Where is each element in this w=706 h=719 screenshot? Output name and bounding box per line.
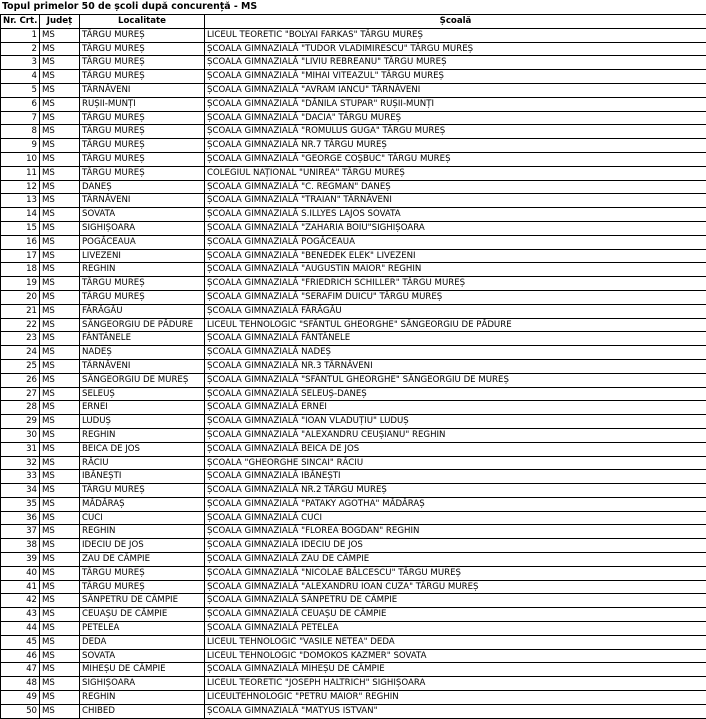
cell-scoala: ȘCOALA GIMNAZIALĂ "AUGUSTIN MAIOR" REGHIN	[205, 263, 706, 277]
cell-nr-crt: 38	[1, 539, 40, 553]
table-body	[1, 28, 706, 718]
cell-localitate: TÂRGU MUREȘ	[80, 28, 205, 42]
cell-localitate: IBĂNEȘTI	[80, 470, 205, 484]
cell-scoala: ȘCOALA GIMNAZIALĂ NADEȘ	[205, 346, 706, 360]
cell-localitate: TÂRGU MUREȘ	[80, 152, 205, 166]
cell-judet: MS	[40, 442, 80, 456]
cell-localitate: SOVATA	[80, 208, 205, 222]
table-row	[1, 635, 706, 649]
cell-judet: MS	[40, 290, 80, 304]
cell-judet: MS	[40, 539, 80, 553]
cell-judet: MS	[40, 180, 80, 194]
cell-nr-crt: 13	[1, 194, 40, 208]
cell-localitate: SÂNGEORGIU DE MUREȘ	[80, 373, 205, 387]
cell-nr-crt: 35	[1, 497, 40, 511]
cell-judet: MS	[40, 111, 80, 125]
table-row	[1, 553, 706, 567]
cell-scoala: ȘCOALA GIMNAZIALĂ "ZAHARIA BOIU"SIGHIȘOARA	[205, 221, 706, 235]
table-row	[1, 249, 706, 263]
cell-judet: MS	[40, 428, 80, 442]
cell-scoala: ȘCOALA GIMNAZIALĂ "ALEXANDRU CEUȘIANU" REGHIN	[205, 428, 706, 442]
table-row	[1, 649, 706, 663]
table-row	[1, 442, 706, 456]
cell-judet: MS	[40, 318, 80, 332]
table-row	[1, 28, 706, 42]
cell-nr-crt: 20	[1, 290, 40, 304]
cell-nr-crt: 45	[1, 635, 40, 649]
cell-judet: MS	[40, 635, 80, 649]
header-localitate: Localitate	[80, 15, 205, 29]
cell-scoala: LICEUL TEHNOLOGIC "SFÂNTUL GHEORGHE" SÂNGEORGIU DE PĂDURE	[205, 318, 706, 332]
table-row	[1, 125, 706, 139]
cell-scoala: LICEUL TEORETIC "BOLYAI FARKAS" TÂRGU MUREȘ	[205, 28, 706, 42]
cell-scoala: ȘCOALA GIMNAZIALĂ "GEORGE COȘBUC" TÂRGU MUREȘ	[205, 152, 706, 166]
cell-judet: MS	[40, 525, 80, 539]
cell-judet: MS	[40, 594, 80, 608]
cell-scoala: ȘCOALA GIMNAZIALĂ IDECIU DE JOS	[205, 539, 706, 553]
cell-scoala: ȘCOALA GIMNAZIALĂ FĂRĂGĂU	[205, 304, 706, 318]
cell-scoala: ȘCOALA GIMNAZIALĂ "PATAKY AGOTHA" MĂDĂRAȘ	[205, 497, 706, 511]
cell-scoala: LICEUL TEORETIC "JOSEPH HALTRICH" SIGHIȘOARA	[205, 677, 706, 691]
table-row	[1, 470, 706, 484]
cell-nr-crt: 47	[1, 663, 40, 677]
cell-localitate: TÂRNĂVENI	[80, 359, 205, 373]
cell-nr-crt: 25	[1, 359, 40, 373]
cell-localitate: LIVEZENI	[80, 249, 205, 263]
cell-localitate: TÂRGU MUREȘ	[80, 277, 205, 291]
cell-scoala: ȘCOALA GIMNAZIALĂ "C. REGMAN" DANEȘ	[205, 180, 706, 194]
cell-scoala: COLEGIUL NAȚIONAL "UNIREA" TÂRGU MUREȘ	[205, 166, 706, 180]
table-row	[1, 663, 706, 677]
cell-scoala: ȘCOALA GIMNAZIALĂ IBĂNEȘTI	[205, 470, 706, 484]
cell-scoala: ȘCOALA GIMNAZIALĂ "FRIEDRICH SCHILLER" TÂRGU MUREȘ	[205, 277, 706, 291]
table-row	[1, 166, 706, 180]
cell-scoala: ȘCOALA GIMNAZIALĂ "DACIA" TÂRGU MUREȘ	[205, 111, 706, 125]
cell-localitate: DANEȘ	[80, 180, 205, 194]
cell-judet: MS	[40, 359, 80, 373]
cell-judet: MS	[40, 415, 80, 429]
cell-nr-crt: 14	[1, 208, 40, 222]
cell-nr-crt: 9	[1, 139, 40, 153]
cell-judet: MS	[40, 166, 80, 180]
table-row	[1, 194, 706, 208]
cell-scoala: ȘCOALA GIMNAZIALĂ "SERAFIM DUICU" TÂRGU MUREȘ	[205, 290, 706, 304]
cell-localitate: LUDUȘ	[80, 415, 205, 429]
cell-judet: MS	[40, 346, 80, 360]
cell-scoala: ȘCOALA GIMNAZIALĂ NR.7 TÂRGU MUREȘ	[205, 139, 706, 153]
table-row	[1, 208, 706, 222]
cell-nr-crt: 43	[1, 608, 40, 622]
cell-nr-crt: 26	[1, 373, 40, 387]
cell-judet: MS	[40, 691, 80, 705]
cell-scoala: ȘCOALA GIMNAZIALĂ S.ILLYES LAJOS SOVATA	[205, 208, 706, 222]
cell-judet: MS	[40, 304, 80, 318]
cell-scoala: ȘCOALA GIMNAZIALĂ "LIVIU REBREANU" TÂRGU MUREȘ	[205, 56, 706, 70]
cell-scoala: ȘCOALA GIMNAZIALĂ POGĂCEAUA	[205, 235, 706, 249]
table-row	[1, 428, 706, 442]
cell-localitate: ERNEI	[80, 401, 205, 415]
cell-localitate: TÂRGU MUREȘ	[80, 566, 205, 580]
cell-localitate: IDECIU DE JOS	[80, 539, 205, 553]
cell-judet: MS	[40, 125, 80, 139]
cell-scoala: ȘCOALA GIMNAZIALĂ ZAU DE CÂMPIE	[205, 553, 706, 567]
table-row	[1, 111, 706, 125]
cell-nr-crt: 11	[1, 166, 40, 180]
table-row	[1, 235, 706, 249]
header-judet: Județ	[40, 15, 80, 29]
cell-nr-crt: 50	[1, 704, 40, 718]
cell-localitate: TÂRNĂVENI	[80, 194, 205, 208]
cell-localitate: CHIBED	[80, 704, 205, 718]
cell-localitate: FÂNTÂNELE	[80, 332, 205, 346]
table-row	[1, 608, 706, 622]
cell-localitate: MĂDĂRAȘ	[80, 497, 205, 511]
cell-scoala: ȘCOALA GIMNAZIALĂ PETELEA	[205, 622, 706, 636]
table-row	[1, 415, 706, 429]
cell-localitate: RĂCIU	[80, 456, 205, 470]
cell-judet: MS	[40, 456, 80, 470]
table-row	[1, 180, 706, 194]
cell-localitate: FĂRĂGĂU	[80, 304, 205, 318]
table-row	[1, 566, 706, 580]
table-row	[1, 704, 706, 718]
table-row	[1, 263, 706, 277]
cell-localitate: TÂRGU MUREȘ	[80, 125, 205, 139]
cell-localitate: CUCI	[80, 511, 205, 525]
cell-judet: MS	[40, 622, 80, 636]
cell-judet: MS	[40, 263, 80, 277]
header-scoala: Școală	[205, 15, 706, 29]
header-nr-crt: Nr. Crt.	[1, 15, 40, 29]
cell-localitate: TÂRGU MUREȘ	[80, 70, 205, 84]
cell-scoala: LICEULTEHNOLOGIC "PETRU MAIOR" REGHIN	[205, 691, 706, 705]
cell-localitate: REGHIN	[80, 428, 205, 442]
cell-localitate: PETELEA	[80, 622, 205, 636]
cell-judet: MS	[40, 373, 80, 387]
cell-judet: MS	[40, 511, 80, 525]
cell-nr-crt: 15	[1, 221, 40, 235]
cell-scoala: ȘCOALA GIMNAZIALĂ "MATYUS ISTVAN"	[205, 704, 706, 718]
cell-nr-crt: 23	[1, 332, 40, 346]
cell-judet: MS	[40, 70, 80, 84]
cell-localitate: ZAU DE CÂMPIE	[80, 553, 205, 567]
cell-judet: MS	[40, 97, 80, 111]
table-row	[1, 511, 706, 525]
cell-localitate: SIGHIȘOARA	[80, 677, 205, 691]
cell-localitate: TÂRGU MUREȘ	[80, 111, 205, 125]
cell-judet: MS	[40, 221, 80, 235]
cell-nr-crt: 49	[1, 691, 40, 705]
cell-scoala: LICEUL TEHNOLOGIC "VASILE NETEA" DEDA	[205, 635, 706, 649]
cell-localitate: TÂRGU MUREȘ	[80, 56, 205, 70]
cell-judet: MS	[40, 194, 80, 208]
cell-localitate: MIHEȘU DE CÂMPIE	[80, 663, 205, 677]
cell-scoala: ȘCOALA GIMNAZIALĂ FÂNTÂNELE	[205, 332, 706, 346]
table-row	[1, 484, 706, 498]
cell-nr-crt: 44	[1, 622, 40, 636]
cell-nr-crt: 18	[1, 263, 40, 277]
table-row	[1, 456, 706, 470]
cell-nr-crt: 27	[1, 387, 40, 401]
cell-localitate: TÂRGU MUREȘ	[80, 42, 205, 56]
table-row	[1, 56, 706, 70]
cell-scoala: ȘCOALA GIMNAZIALĂ "ALEXANDRU IOAN CUZA" TÂRGU MUREȘ	[205, 580, 706, 594]
cell-localitate: TÂRGU MUREȘ	[80, 139, 205, 153]
table-row	[1, 83, 706, 97]
cell-scoala: ȘCOALA GIMNAZIALĂ MIHEȘU DE CÂMPIE	[205, 663, 706, 677]
cell-nr-crt: 41	[1, 580, 40, 594]
table-row	[1, 691, 706, 705]
cell-scoala: ȘCOALA GIMNAZIALĂ "TUDOR VLADIMIRESCU" TÂRGU MUREȘ	[205, 42, 706, 56]
cell-localitate: CEUAȘU DE CÂMPIE	[80, 608, 205, 622]
cell-scoala: ȘCOALA GIMNAZIALĂ "ROMULUS GUGA" TÂRGU MUREȘ	[205, 125, 706, 139]
cell-scoala: ȘCOALA GIMNAZIALĂ "MIHAI VITEAZUL" TÂRGU MUREȘ	[205, 70, 706, 84]
cell-scoala: ȘCOALA GIMNAZIALĂ NR.2 TÂRGU MUREȘ	[205, 484, 706, 498]
cell-scoala: ȘCOALA GIMNAZIALĂ "IOAN VLADUȚIU" LUDUȘ	[205, 415, 706, 429]
cell-judet: MS	[40, 139, 80, 153]
cell-nr-crt: 17	[1, 249, 40, 263]
cell-nr-crt: 8	[1, 125, 40, 139]
table-row	[1, 373, 706, 387]
cell-judet: MS	[40, 649, 80, 663]
table-row	[1, 525, 706, 539]
cell-judet: MS	[40, 277, 80, 291]
cell-nr-crt: 22	[1, 318, 40, 332]
cell-judet: MS	[40, 553, 80, 567]
cell-localitate: REGHIN	[80, 525, 205, 539]
page-title: Topul primelor 50 de școli după concurență - MS	[2, 0, 257, 14]
cell-nr-crt: 10	[1, 152, 40, 166]
cell-scoala: ȘCOALA GIMNAZIALĂ "NICOLAE BĂLCESCU" TÂRGU MUREȘ	[205, 566, 706, 580]
cell-judet: MS	[40, 497, 80, 511]
cell-nr-crt: 7	[1, 111, 40, 125]
cell-scoala: ȘCOALA GIMNAZIALĂ "TRAIAN" TÂRNĂVENI	[205, 194, 706, 208]
cell-localitate: SIGHIȘOARA	[80, 221, 205, 235]
cell-scoala: ȘCOALA GIMNAZIALĂ NR.3 TÂRNĂVENI	[205, 359, 706, 373]
cell-judet: MS	[40, 56, 80, 70]
cell-localitate: TÂRGU MUREȘ	[80, 166, 205, 180]
table-row	[1, 290, 706, 304]
cell-scoala: ȘCOALA GIMNAZIALĂ SELEUȘ-DANEȘ	[205, 387, 706, 401]
cell-nr-crt: 40	[1, 566, 40, 580]
cell-localitate: TÂRNĂVENI	[80, 83, 205, 97]
table-row	[1, 677, 706, 691]
cell-judet: MS	[40, 704, 80, 718]
cell-scoala: ȘCOALA GIMNAZIALĂ "AVRAM IANCU" TÂRNĂVENI	[205, 83, 706, 97]
cell-localitate: SÂNPETRU DE CÂMPIE	[80, 594, 205, 608]
cell-localitate: SÂNGEORGIU DE PĂDURE	[80, 318, 205, 332]
cell-nr-crt: 24	[1, 346, 40, 360]
cell-judet: MS	[40, 83, 80, 97]
cell-nr-crt: 34	[1, 484, 40, 498]
table-row	[1, 332, 706, 346]
cell-nr-crt: 1	[1, 28, 40, 42]
cell-scoala: ȘCOALA GIMNAZIALĂ SÂNPETRU DE CÂMPIE	[205, 594, 706, 608]
cell-nr-crt: 12	[1, 180, 40, 194]
cell-scoala: ȘCOALA GIMNAZIALĂ BEICA DE JOS	[205, 442, 706, 456]
cell-judet: MS	[40, 235, 80, 249]
cell-judet: MS	[40, 208, 80, 222]
cell-nr-crt: 4	[1, 70, 40, 84]
cell-nr-crt: 42	[1, 594, 40, 608]
cell-scoala: ȘCOALA GIMNAZIALĂ "DĂNILA STUPAR" RUȘII-MUNȚI	[205, 97, 706, 111]
table-row	[1, 221, 706, 235]
cell-nr-crt: 6	[1, 97, 40, 111]
table-row	[1, 539, 706, 553]
cell-nr-crt: 2	[1, 42, 40, 56]
schools-table	[0, 14, 706, 719]
cell-judet: MS	[40, 28, 80, 42]
cell-judet: MS	[40, 566, 80, 580]
cell-localitate: DEDA	[80, 635, 205, 649]
table-row	[1, 139, 706, 153]
cell-localitate: SELEUȘ	[80, 387, 205, 401]
table-header-row	[1, 15, 706, 29]
cell-scoala: ȘCOALA GIMNAZIALĂ CEUAȘU DE CÂMPIE	[205, 608, 706, 622]
table-row	[1, 318, 706, 332]
cell-judet: MS	[40, 608, 80, 622]
cell-scoala: ȘCOALA GIMNAZIALĂ CUCI	[205, 511, 706, 525]
cell-localitate: TÂRGU MUREȘ	[80, 484, 205, 498]
cell-nr-crt: 16	[1, 235, 40, 249]
table-row	[1, 346, 706, 360]
cell-localitate: TÂRGU MUREȘ	[80, 290, 205, 304]
cell-localitate: BEICA DE JOS	[80, 442, 205, 456]
cell-judet: MS	[40, 332, 80, 346]
table-row	[1, 359, 706, 373]
cell-localitate: NADEȘ	[80, 346, 205, 360]
cell-nr-crt: 28	[1, 401, 40, 415]
cell-scoala: ȘCOALA GIMNAZIALĂ "BENEDEK ELEK" LIVEZENI	[205, 249, 706, 263]
table-row	[1, 401, 706, 415]
cell-judet: MS	[40, 677, 80, 691]
cell-scoala: ȘCOALA GIMNAZIALĂ "FLOREA BOGDAN" REGHIN	[205, 525, 706, 539]
cell-scoala: ȘCOALA GIMNAZIALĂ "SFÂNTUL GHEORGHE" SÂNGEORGIU DE MUREȘ	[205, 373, 706, 387]
table-row	[1, 594, 706, 608]
table-row	[1, 387, 706, 401]
table-row	[1, 580, 706, 594]
table-row	[1, 304, 706, 318]
cell-nr-crt: 30	[1, 428, 40, 442]
cell-nr-crt: 3	[1, 56, 40, 70]
table-row	[1, 622, 706, 636]
cell-judet: MS	[40, 42, 80, 56]
table-row	[1, 277, 706, 291]
cell-localitate: REGHIN	[80, 691, 205, 705]
cell-judet: MS	[40, 663, 80, 677]
cell-judet: MS	[40, 484, 80, 498]
cell-judet: MS	[40, 580, 80, 594]
cell-nr-crt: 29	[1, 415, 40, 429]
cell-judet: MS	[40, 152, 80, 166]
cell-nr-crt: 21	[1, 304, 40, 318]
cell-judet: MS	[40, 401, 80, 415]
cell-localitate: REGHIN	[80, 263, 205, 277]
cell-nr-crt: 37	[1, 525, 40, 539]
cell-nr-crt: 46	[1, 649, 40, 663]
cell-nr-crt: 48	[1, 677, 40, 691]
cell-nr-crt: 36	[1, 511, 40, 525]
cell-scoala: ȘCOALA "GHEORGHE SINCAI" RĂCIU	[205, 456, 706, 470]
cell-nr-crt: 33	[1, 470, 40, 484]
table-row	[1, 42, 706, 56]
table-row	[1, 497, 706, 511]
cell-localitate: POGĂCEAUA	[80, 235, 205, 249]
cell-judet: MS	[40, 249, 80, 263]
table-row	[1, 97, 706, 111]
cell-nr-crt: 31	[1, 442, 40, 456]
cell-nr-crt: 5	[1, 83, 40, 97]
cell-nr-crt: 32	[1, 456, 40, 470]
cell-nr-crt: 39	[1, 553, 40, 567]
table-row	[1, 152, 706, 166]
table-row	[1, 70, 706, 84]
cell-judet: MS	[40, 387, 80, 401]
cell-localitate: TÂRGU MUREȘ	[80, 580, 205, 594]
cell-localitate: SOVATA	[80, 649, 205, 663]
cell-judet: MS	[40, 470, 80, 484]
cell-localitate: RUȘII-MUNȚI	[80, 97, 205, 111]
cell-nr-crt: 19	[1, 277, 40, 291]
cell-scoala: LICEUL TEHNOLOGIC "DOMOKOS KAZMER" SOVATA	[205, 649, 706, 663]
cell-scoala: ȘCOALA GIMNAZIALĂ ERNEI	[205, 401, 706, 415]
